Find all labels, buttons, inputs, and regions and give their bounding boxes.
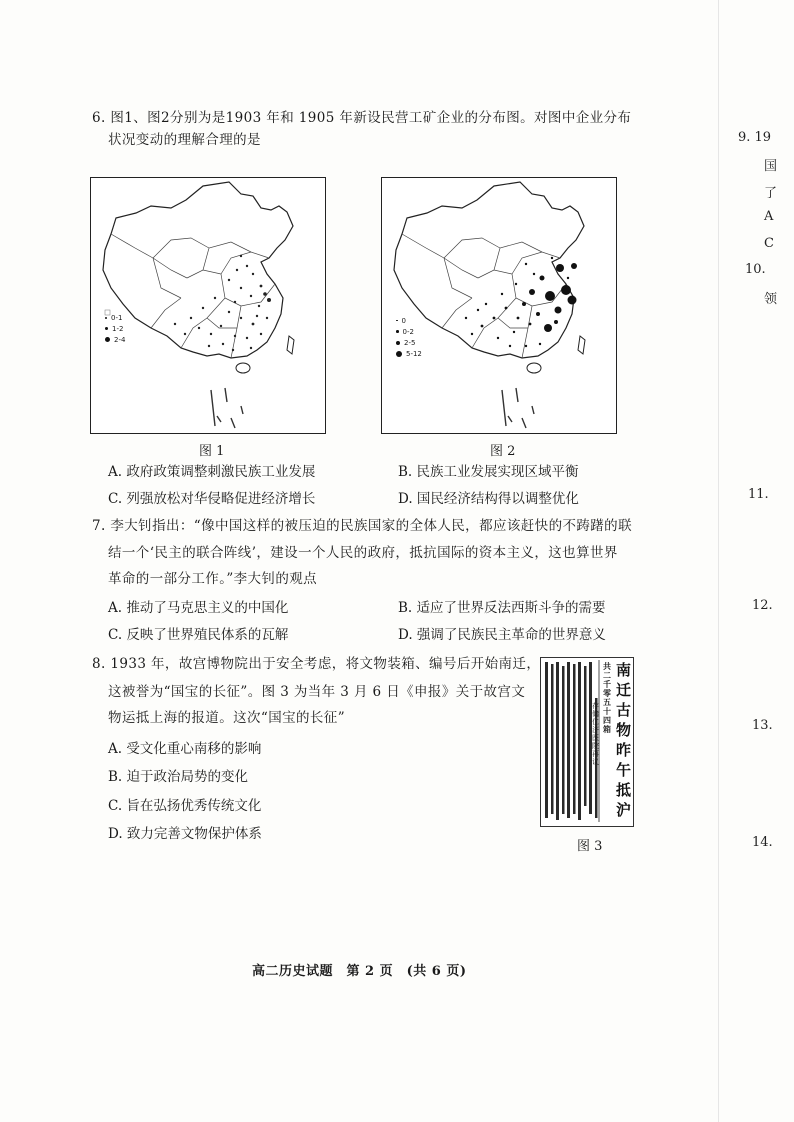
fig3-caption: 图 3	[577, 839, 603, 854]
fig2-legend	[396, 315, 422, 359]
margin-fragment: 国	[764, 159, 778, 174]
figure-2-map	[381, 177, 617, 434]
figure-3-newspaper	[540, 657, 634, 827]
newspaper-subheadline-2: 存储仁济医院再议	[592, 702, 599, 766]
q8-option-a[interactable]: A. 受文化重心南移的影响	[108, 741, 262, 757]
fig2-legend-item: 2-5	[396, 337, 422, 348]
figure-1-map	[90, 177, 326, 434]
page-footer: 高二历史试题 第 2 页 (共 6 页)	[252, 964, 467, 979]
fig1-legend	[105, 312, 125, 345]
margin-q10: 10.	[745, 262, 766, 277]
q7-stem-line2: 结一个‘民主的联合阵线’，建设一个人民的政府，抵抗国际的资本主义，这也算世界	[108, 545, 618, 561]
q8-option-c[interactable]: C. 旨在弘扬优秀传统文化	[108, 798, 262, 814]
china-map-1903	[91, 178, 325, 433]
margin-fragment: 领	[764, 292, 778, 307]
margin-fragment: C	[764, 236, 774, 251]
fig1-legend-item: 2-4	[105, 334, 125, 345]
q8-option-b[interactable]: B. 迫于政治局势的变化	[108, 769, 249, 785]
q6-option-b[interactable]: B. 民族工业发展实现区域平衡	[398, 464, 579, 480]
q6-option-c[interactable]: C. 列强放松对华侵略促进经济增长	[108, 491, 316, 507]
newspaper-headline: 南迁古物昨午抵沪	[616, 661, 632, 819]
margin-fragment: A	[764, 209, 774, 224]
margin-q14: 14.	[752, 835, 773, 850]
q6-option-d[interactable]: D. 国民经济结构得以调整优化	[398, 491, 579, 507]
q6-stem-line1: 6. 图1、图2分别为是1903 年和 1905 年新设民营工矿企业的分布图。对图中企业分布	[92, 110, 632, 126]
margin-q9: 9. 19	[738, 130, 772, 145]
q7-option-c[interactable]: C. 反映了世界殖民体系的瓦解	[108, 627, 289, 643]
q8-stem-line1: 8. 1933 年，故宫博物院出于安全考虑，将文物装箱、编号后开始南迁，	[92, 656, 541, 672]
fig1-legend-item: 1-2	[105, 323, 125, 334]
q8-stem-line2: 这被誉为“国宝的长征”。图 3 为当年 3 月 6 日《申报》关于故宫文	[108, 684, 526, 700]
fig2-caption: 图 2	[490, 444, 516, 459]
q8-option-d[interactable]: D. 致力完善文物保护体系	[108, 826, 262, 842]
fig2-legend-item: 0	[396, 315, 422, 326]
fig1-caption: 图 1	[199, 444, 225, 459]
q7-option-d[interactable]: D. 强调了民族民主革命的世界意义	[398, 627, 606, 643]
q7-option-a[interactable]: A. 推动了马克思主义的中国化	[108, 600, 289, 616]
q7-stem-line3: 革命的一部分工作。”李大钊的观点	[108, 571, 318, 587]
q6-option-a[interactable]: A. 政府政策调整刺激民族工业发展	[108, 464, 316, 480]
margin-q13: 13.	[752, 718, 773, 733]
q7-stem-line1: 7. 李大钊指出：“像中国这样的被压迫的民族国家的全体人民，都应该赶快的不踌躇的联	[92, 518, 632, 534]
q6-stem-line2: 状况变动的理解合理的是	[108, 132, 261, 148]
margin-q11: 11.	[748, 487, 769, 502]
fig2-legend-item: 5-12	[396, 348, 422, 359]
q7-option-b[interactable]: B. 适应了世界反法西斯斗争的需要	[398, 600, 606, 616]
margin-q12: 12.	[752, 598, 773, 613]
china-map-1905	[382, 178, 616, 433]
fig2-legend-item: 0-2	[396, 326, 422, 337]
fig1-legend-item: 0-1	[105, 312, 125, 323]
margin-fragment: 了	[764, 186, 778, 201]
q8-stem-line3: 物运抵上海的报道。这次“国宝的长征”	[108, 710, 346, 726]
newspaper-subheadline-1: 共二千零五十四箱	[603, 661, 611, 734]
page-fold-line	[718, 0, 719, 1122]
